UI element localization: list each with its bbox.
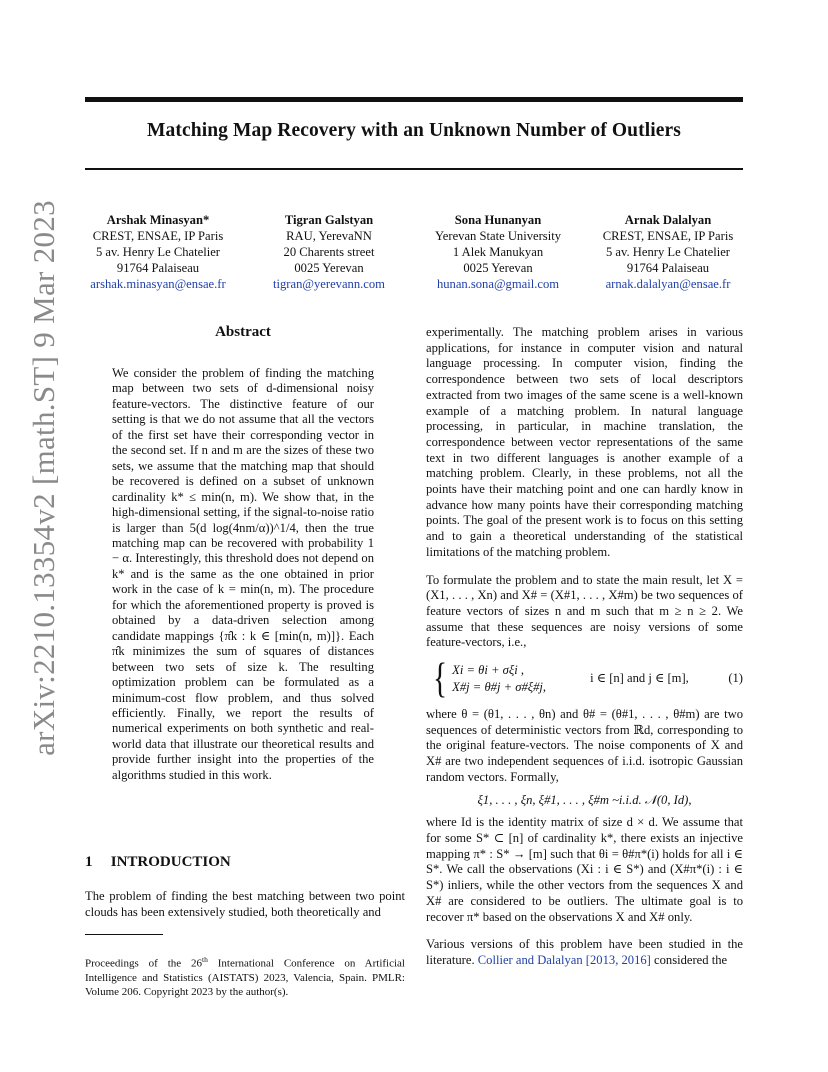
intro-paragraph: The problem of finding the best matching between two point clouds has been extensively studied, both theoretically and (85, 889, 405, 919)
author-email-link[interactable]: tigran@yerevann.com (273, 277, 385, 291)
author-3 (413, 212, 583, 292)
section-heading (85, 854, 405, 871)
footnote-rule (85, 934, 163, 935)
paragraph-applications: experimentally. The matching problem arises in various applications, for instance in computer vision and natural language processing. In computer vision, finding the correspondence between two sets of local descriptors extracted from two images of the same scene is a well-known example of a matching problem. In natural language processing, in particular, in machine translation, the correspondence between vector representations of the same text in two different languages is another example of a matching problem. Clearly, in these problems, not all the points have their matching point and one can hardly know in advance how many points have their corresponding matching points. The goal of the present work is to focus on this setting and to gain a theoretical understanding of the statistical limitations of the matching problem. (426, 325, 743, 559)
title-bottom-rule (85, 168, 743, 170)
arxiv-watermark: arXiv:2210.13354v2 [math.ST] 9 Mar 2023 (26, 200, 61, 756)
literature-text-end: considered the (650, 952, 728, 967)
footnote (85, 953, 405, 999)
author-block (85, 212, 743, 296)
author-affiliation: RAU, YerevaNN (286, 229, 372, 243)
paragraph-inliers: where Id is the identity matrix of size d × d. We assume that for some S* ⊂ [n] of cardinality k*, there exists an injective mapping π* : S* → [m] such that θi = θ#π*(i) holds for all i ∈ S*. We call the observations (Xi : i ∈ S*) and (X#π*(i) : i ∈ S*) inliers, while the other vectors from the sequences X and X# are considered to be outliers. The ultimate goal is to recover π* based on the observations X and X# only. (426, 815, 743, 924)
equation-number: (1) (728, 671, 743, 686)
author-address-line: 91764 Palaiseau (626, 261, 710, 275)
author-email-link[interactable]: arnak.dalalyan@ensae.fr (605, 277, 731, 291)
equation-noise-distribution: ξ1, . . . , ξn, ξ#1, . . . , ξ#m ~i.i.d. 𝒩(0, Id), (477, 792, 692, 807)
author-1 (73, 212, 243, 292)
top-thick-rule (85, 97, 743, 102)
author-2 (244, 212, 414, 292)
abstract-heading: Abstract (215, 324, 271, 340)
author-address-line: 1 Alek Manukyan (452, 245, 544, 259)
author-address-line: 5 av. Henry Le Chatelier (605, 245, 731, 259)
author-address-line: 20 Charents street (283, 245, 375, 259)
equation-line: Xi = θi + σξi , (452, 663, 525, 678)
equation-line: X#j = θ#j + σ#ξ#j, (452, 680, 547, 695)
equation-condition: i ∈ [n] and j ∈ [m], (590, 671, 689, 686)
author-affiliation: CREST, ENSAE, IP Paris (92, 229, 224, 243)
equation-brace: { (433, 656, 448, 703)
paragraph-noise: where θ = (θ1, . . . , θn) and θ# = (θ#1, . . . , θ#m) are two sequences of deterministic vectors from ℝd, corresponding to the original feature-vectors. The noise components of X and X# are two independent sequences of i.i.d. isotropic Gaussian random vectors. Formally, (426, 707, 743, 784)
author-email-link[interactable]: hunan.sona@gmail.com (436, 277, 560, 291)
author-email-link[interactable]: arshak.minasyan@ensae.fr (90, 277, 226, 291)
footnote-text-start: Proceedings of the 26 (85, 957, 203, 970)
footnote-text-end: International Conference on Artificial Intelligence and Statistics (AISTATS) 2023, Valencia, Spain. PMLR: Volume 206. Copyright 2023 by the author(s). (85, 957, 405, 998)
section-title: INTRODUCTION (110, 854, 231, 870)
author-affiliation: CREST, ENSAE, IP Paris (602, 229, 734, 243)
author-address-line: 5 av. Henry Le Chatelier (95, 245, 221, 259)
right-column (426, 325, 743, 969)
author-name: Arshak Minasyan* (106, 213, 210, 227)
author-name: Tigran Galstyan (284, 213, 374, 227)
abstract-body: We consider the problem of finding the matching map between two sets of d-dimensional noisy feature-vectors. The distinctive feature of our setting is that we do not assume that all the vectors of the first set have their corresponding vector in the second set. If n and m are the sizes of these two sets, we assume that the matching map that should be recovered is defined on a subset of unknown cardinality k* ≤ min(n, m). We show that, in the high-dimensional setting, if the signal-to-noise ratio is larger than 5(d log(4nm/α))^1/4, then the true matching map can be recovered with probability 1 − α. Interestingly, this threshold does not depend on k* and is the same as the one obtained in prior work in the case of k = min(n, m). The procedure for which the aforementioned property is proved is obtained by a data-driven selection among candidate mappings {π̂k : k ∈ [min(n, m)]}. Each π̂k minimizes the sum of squares of distances between two sets of size k. The resulting optimization problem can be formulated as a minimum-cost flow problem, and thus solved efficiently. Finally, we report the results of numerical experiments on both synthetic and real-world data that illustrate our theoretical results and provide further insight into the properties of the algorithms studied in this work. (112, 366, 374, 782)
section-number: 1 (85, 854, 93, 870)
citation-link[interactable]: Collier and Dalalyan [2013, 2016] (477, 952, 651, 967)
equation-cases (452, 662, 546, 696)
paragraph-literature (426, 937, 743, 968)
author-name: Arnak Dalalyan (624, 213, 712, 227)
author-affiliation: Yerevan State University (434, 229, 562, 243)
equation-1 (430, 656, 743, 703)
author-address-line: 91764 Palaiseau (116, 261, 200, 275)
paper-title: Matching Map Recovery with an Unknown Number of Outliers (147, 120, 681, 141)
paragraph-formulation: To formulate the problem and to state the main result, let X = (X1, . . . , Xn) and X# = (X#1, . . . , X#m) be two sequences of feature vectors of sizes n and m such that m ≥ n ≥ 2. We assume that these sequences are noisy versions of some feature-vectors, i.e., (426, 572, 743, 650)
author-name: Sona Hunanyan (454, 213, 542, 227)
footnote-superscript: th (202, 955, 208, 964)
author-4 (583, 212, 753, 292)
author-address-line: 0025 Yerevan (294, 261, 364, 275)
literature-text-start: Various versions of this problem have been studied in the literature. (426, 937, 743, 967)
author-address-line: 0025 Yerevan (463, 261, 533, 275)
